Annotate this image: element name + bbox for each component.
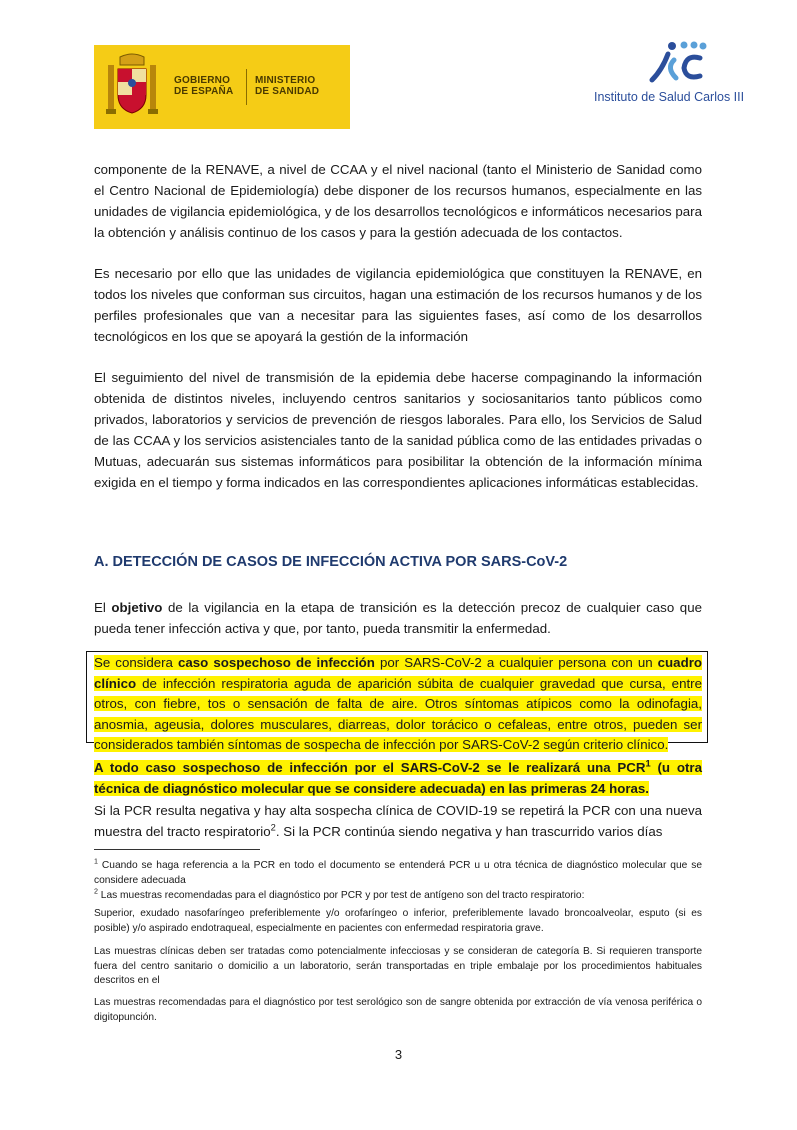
footnote-2-handling: Las muestras clínicas deben ser tratadas como potencialmente infecciosas y se consideran de categoría B. Si requieren transporte fuera del centro sanitario o domicilio a un laboratorio, serán transportadas en triple embalaje por los procedimientos habituales descritos en el <box>94 946 702 986</box>
paragraph-6-text <box>94 800 702 842</box>
definition-text <box>94 653 702 756</box>
pcr-paragraph <box>94 758 702 799</box>
paragraph-3 <box>94 367 702 493</box>
objective-text <box>94 597 702 639</box>
footnote-separator <box>94 849 260 850</box>
objective-text-a: El <box>94 600 112 615</box>
section-heading: A. DETECCIÓN DE CASOS DE INFECCIÓN ACTIVA POR SARS-CoV-2 <box>94 554 568 570</box>
objective-bold: objetivo <box>111 600 163 615</box>
footnote-2-text: Las muestras recomendadas para el diagnóstico por PCR y por test de antígeno son del tracto respiratorio: <box>97 890 585 901</box>
paragraph-6 <box>94 800 702 842</box>
p6-t2: . Si la PCR continúa siendo negativa y han trascurrido varios días <box>275 824 663 839</box>
definition-highlight <box>94 655 702 752</box>
paragraph-2-text: Es necesario por ello que las unidades de vigilancia epidemiológica que constituyen la RENAVE, en todos los niveles que conforman sus circuitos, hagan una estimación de los recursos humanos y de los perfiles profesionales que van a necesitar para las siguientes fases, así como de los desarrollos tecnológicos en los que se apoyará la gestión de la información <box>94 266 702 344</box>
p6-t1: Si la PCR resulta negativa y hay alta sospecha clínica de COVID-19 se repetirá la PCR con una nueva muestra del tracto respiratorio <box>94 803 702 839</box>
pcr-highlight <box>94 760 702 796</box>
footnote-2-serology: Las muestras recomendadas para el diagnóstico por test serológico son de sangre obtenida por extracción de vía venosa periférica o digitopunción. <box>94 997 702 1023</box>
def-t1: Se considera <box>94 655 178 670</box>
footnote-1-text: Cuando se haga referencia a la PCR en todo el documento se entenderá PCR u u otra técnica de diagnóstico molecular que se considere adecuada <box>94 860 702 886</box>
isciii-name: Instituto de Salud Carlos III <box>594 90 745 104</box>
paragraph-1 <box>94 159 702 243</box>
footnote-2 <box>94 889 702 904</box>
isciii-logo <box>590 40 760 110</box>
min-line2: DE SANIDAD <box>255 86 320 97</box>
gob-line2: DE ESPAÑA <box>174 86 234 97</box>
footnote-1-num: 1 <box>94 857 98 866</box>
min-line1: MINISTERIO <box>255 75 316 86</box>
def-t2: caso sospechoso de infección <box>178 655 375 670</box>
gobierno-ministerio-logo <box>94 45 350 129</box>
paragraph-1-text: componente de la RENAVE, a nivel de CCAA y el nivel nacional (tanto el Ministerio de Sanidad como el Centro Nacional de Epidemiología) debe disponer de los recursos humanos, especialmente en las unidades de vigilancia epidemiológica, y de los desarrollos tecnológicos e informáticos necesarios para la obtención y análisis continuo de los casos y para la gestión adecuada de los contactos. <box>94 162 702 240</box>
gob-line1: GOBIERNO <box>174 75 231 86</box>
ministerio-text <box>255 75 319 97</box>
objective-text-c: de la vigilancia en la etapa de transición es la detección precoz de cualquier caso que pueda tener infección activa y que, por tanto, pueda transmitir la enfermedad. <box>94 600 702 636</box>
footnote-ref-1[interactable]: 1 <box>645 758 651 769</box>
page-number: 3 <box>394 1047 403 1062</box>
def-t4: cuadro clínico <box>94 655 702 691</box>
logo-separator <box>246 69 247 105</box>
footnote-1 <box>94 859 702 888</box>
paragraph-2 <box>94 263 702 347</box>
objective-paragraph <box>94 597 702 639</box>
pcr-t1: A todo caso sospechoso de infección por el SARS-CoV-2 se le realizará una PCR <box>94 760 646 775</box>
pcr-t2: (u otra técnica de diagnóstico molecular que se considere adecuada) en las primeras 24 horas. <box>94 760 702 796</box>
footnote-2-num: 2 <box>94 887 98 896</box>
gobierno-text <box>174 75 233 97</box>
footnote-ref-2[interactable]: 2 <box>270 822 276 833</box>
footnote-2-detail: Superior, exudado nasofaríngeo preferiblemente y/o orofaríngeo o inferior, preferiblemente lavado broncoalveolar, esputo (si es posible) y/o aspirado endotraqueal, especialmente en pacientes con enfermedad respiratoria grave. <box>94 908 702 934</box>
def-t3: por SARS-CoV-2 a cualquier persona con un <box>374 655 658 670</box>
isciii-mark-icon <box>644 40 708 84</box>
def-t5: de infección respiratoria aguda de aparición súbita de cualquier gravedad que cursa, entre otros, con fiebre, tos o sensación de falta de aire. Otros síntomas atípicos como la odinofagia, anosmia, ageusia, dolores musculares, diarreas, dolor torácico o cefaleas, entre otros, pueden ser considerados también síntomas de sospecha de infección por SARS-CoV-2 según criterio clínico. <box>94 675 702 752</box>
coat-of-arms-icon <box>104 51 160 121</box>
paragraph-3-text: El seguimiento del nivel de transmisión de la epidemia debe hacerse compaginando la información obtenida de distintos niveles, incluyendo centros sanitarios y sociosanitarios tanto públicos como privados, laboratorios y servicios de prevención de riesgos laborales. Para ello, los Servicios de Salud de las CCAA y los servicios asistenciales tanto de la sanidad pública como de las entidades privadas o Mutuas, adecuarán sus sistemas informáticos para posibilitar la obtención de la información mínima exigida en el tiempo y forma indicados en las correspondientes aplicaciones informáticas establecidas. <box>94 370 702 490</box>
